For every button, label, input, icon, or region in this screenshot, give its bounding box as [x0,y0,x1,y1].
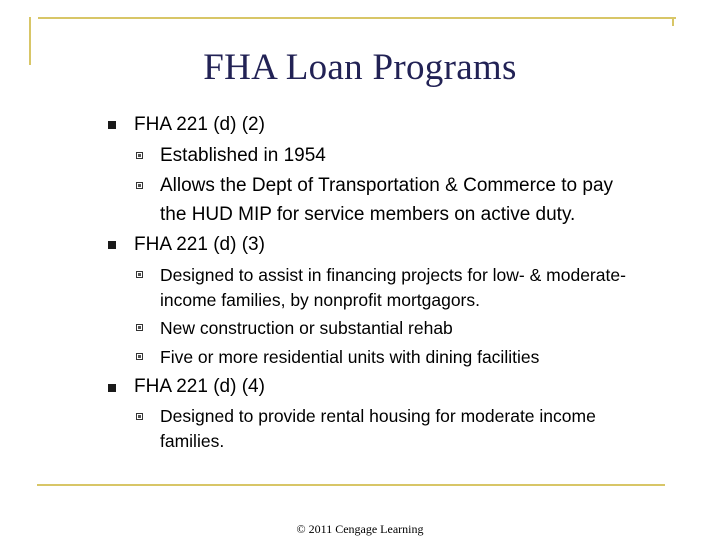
bottom-rule [37,484,665,486]
hollow-square-bullet-icon [136,324,143,331]
sub-bullet-text: Established in 1954 [160,145,326,166]
sub-bullet-text: Five or more residential units with dining facilities [160,347,540,367]
bullet-text: FHA 221 (d) (2) [134,114,265,135]
sub-bullet-text: Allows the Dept of Transportation & Commerce to pay [160,175,614,196]
right-vertical-rule [672,17,674,26]
sub-bullet-text: Designed to provide rental housing for moderate income [160,406,596,426]
sub-bullet-text-continued: income families, by nonprofit mortgagors. [160,290,480,310]
copyright-footer: © 2011 Cengage Learning [296,522,424,536]
square-bullet-icon [108,121,116,129]
slide-title: FHA Loan Programs [203,47,517,88]
hollow-square-bullet-icon [136,182,143,189]
sub-bullet-text-continued: the HUD MIP for service members on active duty. [160,204,576,225]
top-rule [38,17,676,19]
square-bullet-icon [108,384,116,392]
square-bullet-icon [108,241,116,249]
sub-bullet-text: Designed to assist in financing projects for low- & moderate- [160,265,626,285]
hollow-square-bullet-icon [136,413,143,420]
hollow-square-bullet-icon [136,271,143,278]
hollow-square-bullet-icon [136,152,143,159]
sub-bullet-text-continued: families. [160,431,225,451]
hollow-square-bullet-icon [136,353,143,360]
sub-bullet-text: New construction or substantial rehab [160,318,453,338]
bullet-text: FHA 221 (d) (3) [134,234,265,255]
bullet-text: FHA 221 (d) (4) [134,376,265,397]
